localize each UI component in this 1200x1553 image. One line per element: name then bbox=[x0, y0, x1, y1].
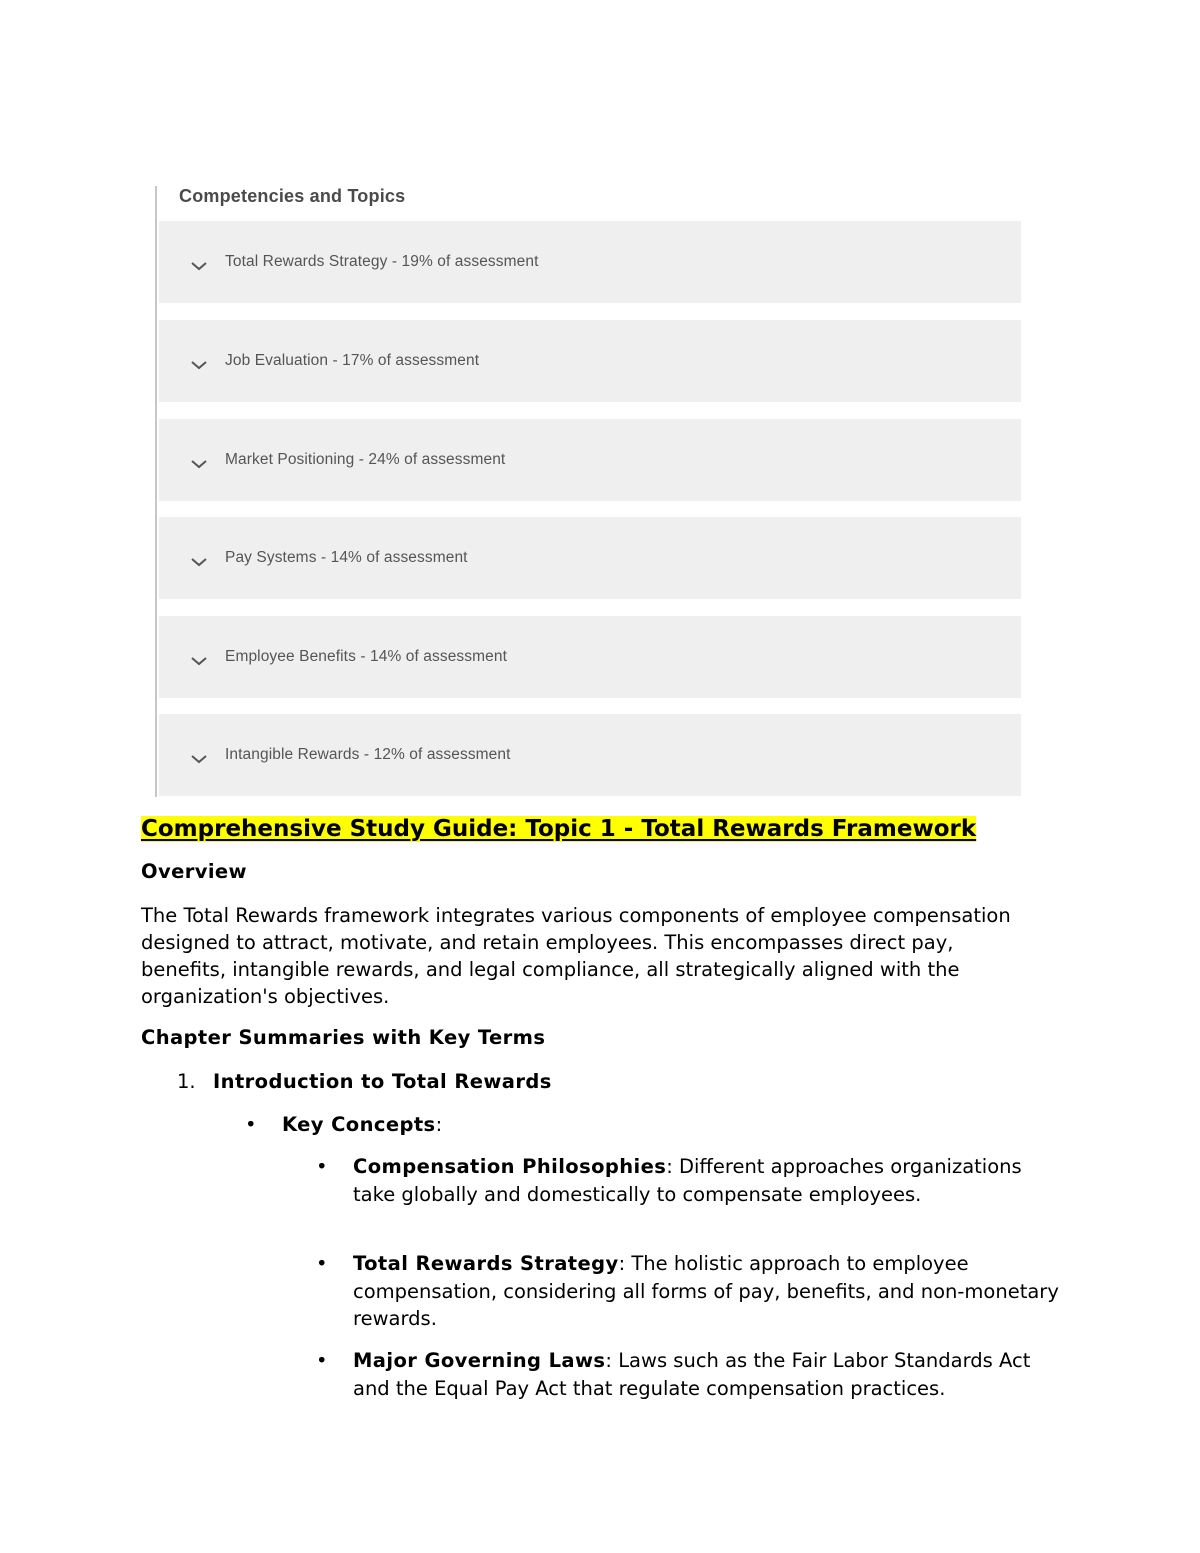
list-number: 1. bbox=[177, 1070, 196, 1093]
topic-label: Total Rewards Strategy - 19% of assessment bbox=[225, 253, 539, 270]
topic-label: Market Positioning - 24% of assessment bbox=[225, 451, 506, 468]
topic-row-job-evaluation[interactable] bbox=[159, 320, 1021, 402]
chevron-down-icon bbox=[189, 358, 209, 372]
topic-label: Pay Systems - 14% of assessment bbox=[225, 549, 468, 566]
study-guide-title: Comprehensive Study Guide: Topic 1 - Total Rewards Framework bbox=[141, 816, 977, 842]
study-guide bbox=[141, 812, 1071, 1400]
chapter-summaries-heading: Chapter Summaries with Key Terms bbox=[141, 1026, 546, 1049]
chevron-down-icon bbox=[189, 654, 209, 668]
overview-paragraph: The Total Rewards framework integrates various components of employee compensation designed to attract, motivate, and retain employees. This encompasses direct pay, benefits, intangible rewards, and legal compliance, all strategically aligned with the organization's objectives. bbox=[141, 904, 1011, 1008]
panel-title: Competencies and Topics bbox=[179, 186, 406, 206]
chapter-1-title: Introduction to Total Rewards bbox=[213, 1070, 552, 1093]
chevron-down-icon bbox=[189, 259, 209, 273]
overview-heading: Overview bbox=[141, 860, 247, 883]
list-item: Total Rewards Strategy: The holistic approach to employee compensation, considering all forms of pay, benefits, and non-monetary rewards. bbox=[353, 1252, 1059, 1330]
topic-row-employee-benefits[interactable] bbox=[159, 616, 1021, 698]
key-concepts-label: Key Concepts: bbox=[282, 1113, 443, 1136]
topic-label: Employee Benefits - 14% of assessment bbox=[225, 648, 507, 665]
topic-row-total-rewards-strategy[interactable] bbox=[159, 221, 1021, 303]
list-item: Compensation Philosophies: Different approaches organizations take globally and domestically to compensate employees. bbox=[353, 1155, 1022, 1206]
chevron-down-icon bbox=[189, 555, 209, 569]
topic-label: Job Evaluation - 17% of assessment bbox=[225, 352, 480, 369]
topic-row-intangible-rewards[interactable] bbox=[159, 714, 1021, 796]
bullet-icon: • bbox=[245, 1113, 257, 1136]
bullet-icon: • bbox=[316, 1349, 328, 1372]
list-item: Major Governing Laws: Laws such as the Fair Labor Standards Act and the Equal Pay Act that regulate compensation practices. bbox=[353, 1349, 1031, 1400]
chevron-down-icon bbox=[189, 752, 209, 766]
topic-label: Intangible Rewards - 12% of assessment bbox=[225, 746, 511, 763]
bullet-icon: • bbox=[316, 1252, 328, 1275]
bullet-icon: • bbox=[316, 1155, 328, 1178]
chevron-down-icon bbox=[189, 457, 209, 471]
topic-row-pay-systems[interactable] bbox=[159, 517, 1021, 599]
competencies-panel bbox=[155, 186, 1021, 797]
topic-row-market-positioning[interactable] bbox=[159, 419, 1021, 501]
